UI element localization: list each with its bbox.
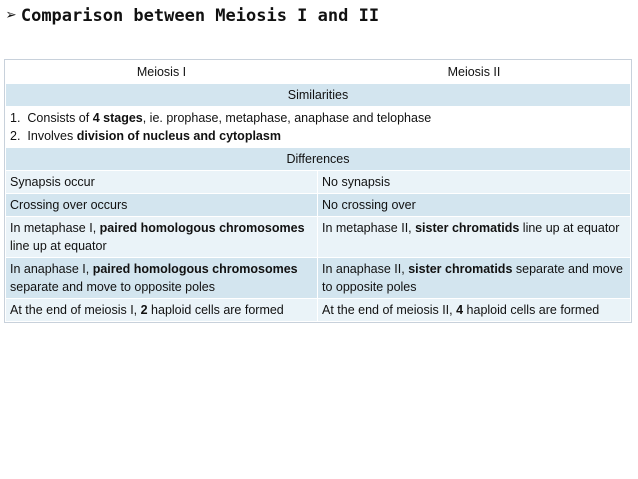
differences-label: Differences (6, 148, 631, 171)
column-header-meiosis-2: Meiosis II (318, 61, 631, 84)
table-header-row (6, 61, 631, 84)
similarities-header-row (6, 84, 631, 107)
slide-title-text: Comparison between Meiosis I and II (20, 6, 380, 26)
meiosis-1-cell: Synapsis occur (6, 171, 318, 194)
meiosis-1-cell: Crossing over occurs (6, 194, 318, 217)
differences-header-row (6, 148, 631, 171)
meiosis-2-cell: At the end of meiosis II, 4 haploid cells are formed (318, 299, 631, 322)
arrow-bullet-icon: ➢ (6, 5, 17, 26)
similarities-row (6, 107, 631, 148)
meiosis-1-cell: At the end of meiosis I, 2 haploid cells are formed (6, 299, 318, 322)
table-row (6, 299, 631, 322)
similarity-item: 2. Involves division of nucleus and cytoplasm (10, 129, 281, 143)
meiosis-2-cell: In metaphase II, sister chromatids line up at equator (318, 217, 631, 258)
similarities-label: Similarities (6, 84, 631, 107)
meiosis-2-cell: No crossing over (318, 194, 631, 217)
comparison-table (5, 60, 631, 322)
table-row (6, 194, 631, 217)
meiosis-2-cell: In anaphase II, sister chromatids separate and move to opposite poles (318, 258, 631, 299)
similarity-item: 1. Consists of 4 stages, ie. prophase, metaphase, anaphase and telophase (10, 111, 432, 125)
table-row (6, 171, 631, 194)
column-header-meiosis-1: Meiosis I (6, 61, 318, 84)
table-row (6, 217, 631, 258)
meiosis-2-cell: No synapsis (318, 171, 631, 194)
similarities-list (6, 107, 631, 148)
table-row (6, 258, 631, 299)
meiosis-1-cell: In metaphase I, paired homologous chromosomes line up at equator (6, 217, 318, 258)
meiosis-1-cell: In anaphase I, paired homologous chromosomes separate and move to opposite poles (6, 258, 318, 299)
slide-title (6, 6, 379, 26)
